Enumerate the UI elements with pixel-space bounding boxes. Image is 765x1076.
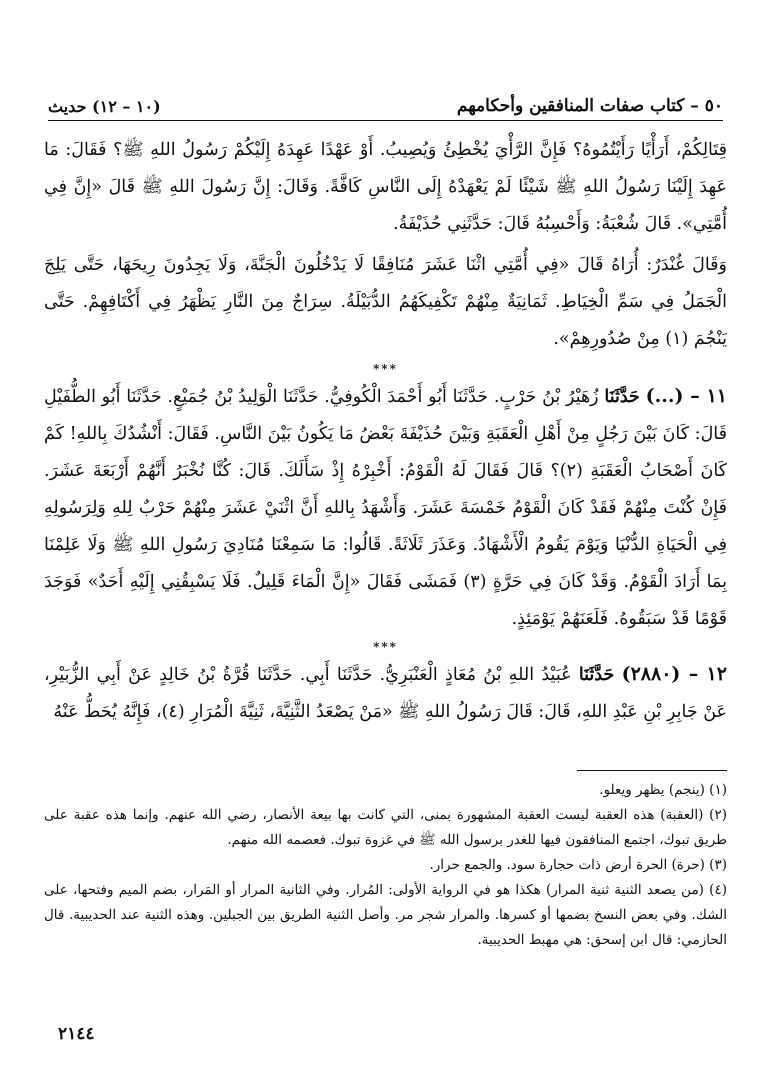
section-separator: *** <box>373 640 398 654</box>
footnotes <box>44 778 727 953</box>
page-title: ٥٠ – كتاب صفات المنافقين وأحكامهم <box>456 96 723 116</box>
footnote-divider <box>577 770 727 771</box>
hadith-number: ١٢ – (٢٨٨٠) <box>621 663 727 685</box>
hadith-11 <box>44 378 727 638</box>
page-number: ٢١٤٤ <box>58 1024 95 1044</box>
hadith-text: عُبَيْدُ اللهِ بْنُ مُعَاذٍ الْعَنْبَرِيُّ. حَدَّثَنَا أَبِي. حَدَّثَنَا قُرَّةُ بْنُ خَالِدٍ عَنْ أَبِي الزُّبَيْرِ، عَنْ جَابِرِ بْنِ عَبْدِ اللهِ، قَالَ: قَالَ رَسُولُ اللهِ ﷺ «مَنْ يَصْعَدُ الثَّنِيَّةَ، ثَنِيَّةَ الْمُرَارِ (٤)، فَإِنَّهُ يُحَطُّ عَنْهُ <box>44 665 727 722</box>
hadith-text: زُهَيْرُ بْنُ حَرْبٍ. حَدَّثَنَا أَبُو أَحْمَدَ الْكُوفِيُّ. حَدَّثَنَا الْوَلِيدُ بْنُ جُمَيْعٍ. حَدَّثَنَا أَبُو الطُّفَيْلِ قَالَ: كَانَ بَيْنَ رَجُلٍ مِنْ أَهْلِ الْعَقَبَةِ وَبَيْنَ حُذَيْفَةَ بَعْضُ مَا يَكُونُ بَيْنَ النَّاسِ. فَقَالَ: أَنْشُدُكَ بِاللهِ! كَمْ كَانَ أَصْحَابُ الْعَقَبَةِ (٢)؟ قَالَ فَقَالَ لَهُ الْقَوْمُ: أَخْبِرْهُ إِذْ سَأَلَكَ. قَالَ: كُنَّا نُخْبَرُ أَنَّهُمْ أَرْبَعَةَ عَشَرَ. فَإِنْ كُنْتَ مِنْهُمْ فَقَدْ كَانَ الْقَوْمُ خَمْسَةَ عَشَرَ. وَأَشْهَدُ بِاللهِ أَنَّ اثْنَيْ عَشَرَ مِنْهُمْ حَرْبٌ لِلهِ وَلِرَسُولِهِ فِي الْحَيَاةِ الدُّنْيَا وَيَوْمَ يَقُومُ الْأَشْهَادُ. وَعَذَرَ ثَلَاثَةً. قَالُوا: مَا سَمِعْنَا مُنَادِيَ رَسُولِ اللهِ ﷺ وَلَا عَلِمْنَا بِمَا أَرَادَ الْقَوْمُ. وَقَدْ كَانَ فِي حَرَّةٍ (٣) فَمَشَى فَقَالَ «إِنَّ الْمَاءَ قَلِيلٌ. فَلَا يَسْبِقُنِي إِلَيْهِ أَحَدٌ» فَوَجَدَ قَوْمًا قَدْ سَبَقُوهُ. فَلَعَنَهُمْ يَوْمَئِذٍ. <box>44 387 727 629</box>
hadith-range: (١٠ – ١٢) حديث <box>48 97 161 116</box>
running-header <box>48 86 723 121</box>
section-separator: *** <box>373 362 398 376</box>
hadith-number: ١١ – (...) <box>645 385 727 407</box>
paragraph-ghundar: وَقَالَ غُنْدَرٌ: أُرَاهُ قَالَ «فِي أُمَّتِي اثْنَا عَشَرَ مُنَافِقًا لَا يَدْخُلُونَ الْجَنَّةَ، وَلَا يَجِدُونَ رِيحَهَا، حَتَّى يَلِجَ الْجَمَلُ فِي سَمِّ الْخِيَاطِ. ثَمَانِيَةٌ مِنْهُمْ تَكْفِيكَهُمُ الدُّبَيْلَةُ. سِرَاجٌ مِنَ النَّارِ يَظْهَرُ فِي أَكْتَافِهِمْ. حَتَّى يَنْجُمَ (١) مِنْ صُدُورِهِمْ». <box>44 255 727 349</box>
footnote: (١) (ينجم) يظهر ويعلو. <box>599 782 727 798</box>
footnote: (٣) (حرة) الحرة أرض ذات حجارة سود. والجمع حرار. <box>429 857 727 873</box>
footnote: (٢) (العقبة) هذه العقبة ليست العقبة المشهورة بمنى، التي كانت بها بيعة الأنصار، رضي الله عنهم. وإنما هذه عقبة على طريق تبوك، اجتمع المنافقون فيها للغدر برسول الله ﷺ في غزوة تبوك. فعصمه الله منهم. <box>44 807 727 848</box>
hadith-12 <box>44 656 727 731</box>
haddathana-label: حَدَّثَنَا <box>604 387 640 407</box>
footnote: (٤) (من يصعد الثنية ثنية المرار) هكذا هو في الرواية الأولى: المُرار. وفي الثانية المرار أو المَرار، بضم الميم وفتحها، على الشك. وفي بعض النسخ بضمها أو كسرها. والمرار شجر مر. وأصل الثنية الطريق بين الجبلين. وهذه الثنية عند الحديبية. قال الحازمي: قال ابن إسحق: هي مهبط الحديبية. <box>44 882 727 948</box>
main-text <box>44 132 727 731</box>
paragraph-continuation: قِتَالِكُمْ، أَرَأْيًا رَأَيْتُمُوهُ؟ فَإِنَّ الرَّأْيَ يُخْطِئُ وَيُصِيبُ. أَوْ عَهْدًا عَهِدَهُ إِلَيْكُمْ رَسُولُ اللهِ ﷺ؟ فَقَالَ: مَا عَهِدَ إِلَيْنَا رَسُولُ اللهِ ﷺ شَيْئًا لَمْ يَعْهَدْهُ إِلَى النَّاسِ كَافَّةً. وَقَالَ: إِنَّ رَسُولَ اللهِ ﷺ قَالَ «إِنَّ فِي أُمَّتِي». قَالَ شُعْبَةُ: وَأَحْسِبُهُ قَالَ: حَدَّثَنِي حُذَيْفَةُ. <box>44 140 727 234</box>
haddathana-label: حَدَّثَنَا <box>578 665 615 685</box>
